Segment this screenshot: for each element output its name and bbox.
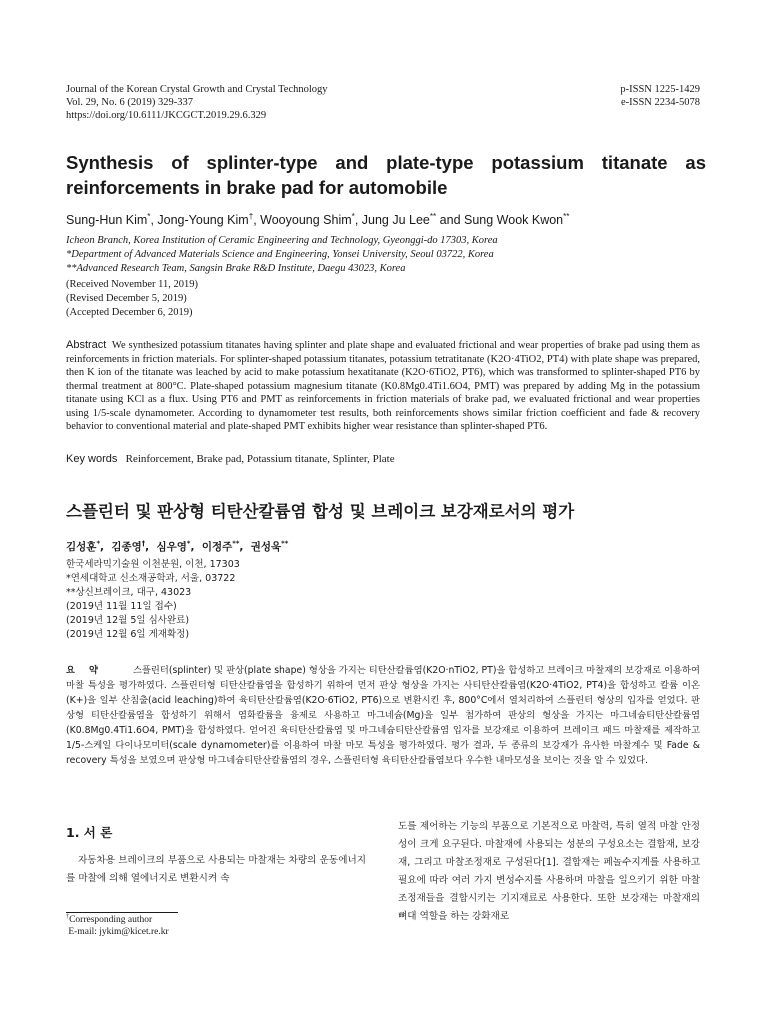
date-received: (Received November 11, 2019) [66,279,198,290]
issn-block [560,83,700,109]
korean-summary-label: 요약 [66,665,112,676]
korean-affiliation: **상신브레이크, 대구, 43023 [66,587,192,598]
affiliation: Icheon Branch, Korea Institution of Ceramic Engineering and Technology, Gyeonggi-do 17303, Korea [66,235,498,246]
korean-summary [66,663,700,768]
korean-date-accepted: (2019년 12월 6일 게재확정) [66,629,190,640]
korean-author-mark: ** [281,539,289,548]
affiliation: *Department of Advanced Materials Science and Engineering, Yonsei University, Seoul 03722, Korea [66,249,494,260]
affiliation: **Advanced Research Team, Sangsin Brake R&D Institute, Daegu 43023, Korea [66,263,406,274]
journal-doi[interactable]: https://doi.org/10.6111/JKCGCT.2019.29.6.329 [66,110,267,121]
keywords-label: Key words [66,453,118,465]
korean-affiliations [66,558,466,600]
korean-author-mark: † [141,539,146,548]
footnote-mark: † [66,913,70,920]
korean-date-received: (2019년 11월 11일 접수) [66,601,177,612]
journal-volume: Vol. 29, No. 6 (2019) 329-337 [66,97,193,108]
author-name: Wooyoung Shim [260,213,352,227]
section-heading: 1. 서 론 [66,825,113,840]
korean-author-name: 김성훈 [66,541,97,553]
journal-name: Journal of the Korean Crystal Growth and Crystal Technology [66,84,328,95]
korean-affiliation: 한국세라믹기술원 이천분원, 이천, 17303 [66,559,240,570]
author-mark: * [351,211,355,221]
author-mark: * [147,211,151,221]
author-name: Jong-Young Kim [157,213,249,227]
korean-author-list: 김성훈*, 김종영†, 심우영*, 이정주**, 권성욱** [66,539,289,553]
korean-author-mark: * [96,539,101,548]
author-name: Sung Wook Kwon [464,213,564,227]
author-list: Sung-Hun Kim*, Jong-Young Kim†, Wooyoung Shim*, Jung Ju Lee** and Sung Wook Kwon** [66,211,570,227]
korean-dates [66,600,466,642]
intro-left-column: 자동차용 브레이크의 부품으로 사용되는 마찰재는 차량의 운동에너지를 마찰에 의해 열에너지로 변환시켜 속 [66,855,366,884]
p-issn: p-ISSN 1225-1429 [620,84,700,95]
korean-author-mark: ** [232,539,240,548]
korean-author-mark: * [186,539,191,548]
affiliations [66,234,706,276]
korean-title: 스플린터 및 판상형 티탄산칼륨염 합성 및 브레이크 보강재로서의 평가 [66,502,575,521]
abstract-text: We synthesized potassium titanates having splinter and plate shape and evaluated frictional and wear properties of brake pad using them as reinforcements in friction materials. For splinter-shaped potassium titanates, potassium tetratitanate (K2O·4TiO2, PT4) with plate shape was prepared, then K ion of the titanate was leached by acid to make potassium hexatitanate (K2O·6TiO2, PT6), which was transformed to splinter-shaped PT6 by thermal treatment at 800°C. Plate-shaped potassium magnesium titanate (K0.8Mg0.4Ti1.6O4, PMT) was prepared by adding Mg in the potassium titanate using KCl as a flux. Using PT6 and PMT as reinforcements in friction materials of brake pad, we evaluated frictional and wear properties using 1/5-scale dynamometer. According to dynamometer test results, both reinforcements shows similar friction coefficient and fade & recovery behavior to conventional material and plate-shaped PMT exhibits higher wear resistance than splinter-shaped PT6. [66,340,701,432]
korean-summary-text: 스플린터(splinter) 및 판상(plate shape) 형상을 가지는 티탄산칼륨염(K2O·nTiO2, PT)을 합성하고 브레이크 마찰재의 보강재로 이용하여 마찰 특성을 평가하였다. 스플린터형 티탄산칼륨염을 합성하기 위하여 먼저 판상 형상을 가지는 사티탄산칼륨염(K2O·4TiO2, PT4)을 합성하고 칼륨 이온(K+)을 일부 산침출(acid leaching)하여 육티탄산칼륨염(K2O·6TiO2, PT6)으로 변환시킨 후, 800°C에서 열처리하여 스플린터 형상의 입자를 얻었다. 판상형 티탄산칼륨염을 합성하기 위해서 염화칼륨을 융제로 사용하고 마그네슘(Mg)을 일부 첨가하여 판상의 형상을 가지는 마그네슘티탄산칼륨염(K0.8Mg0.4Ti1.6O4, PMT)을 합성하였다. 얻어진 육티탄산칼륨염 및 마그네슘티탄산칼륨염 입자를 보강재로 이용하여 브레이크 패드 마찰재를 제작하고 1/5-스케일 다이나모미터(scale dynamometer)를 이용하여 마찰 마모 특성을 평가하였다. 평가 결과, 두 종류의 보강재가 유사한 마찰계수 및 Fade & recovery 특성을 보였으며 판상형 마그네슘티탄산칼륨염의 경우, 스플린터형 육티탄산칼륨염보다 우수한 내마모성을 보이는 것을 알 수 있었다. [66,665,700,766]
author-name: Sung-Hun Kim [66,213,148,227]
keywords-text: Reinforcement, Brake pad, Potassium titanate, Splinter, Plate [125,453,395,465]
abstract-label: Abstract [66,339,107,351]
korean-author-name: 심우영 [156,541,187,553]
e-issn: e-ISSN 2234-5078 [620,97,700,108]
author-mark: ** [563,211,570,221]
footnote-rule [66,912,178,913]
abstract [66,339,700,434]
korean-author-name: 이정주 [201,541,233,553]
journal-header [66,83,486,122]
footnote-label: Corresponding author [69,915,153,925]
keywords [66,453,700,465]
korean-date-revised: (2019년 12월 5일 심사완료) [66,615,190,626]
footnote [66,914,366,938]
author-mark: † [248,211,254,221]
intro-right-column: 도를 제어하는 기능의 부품으로 기본적으로 마찰력, 특히 열적 마찰 안정성이 크게 요구된다. 마찰재에 사용되는 성분의 구성요소는 결합재, 보강재, 그리고 마찰조정재로 구성된다[1]. 결합재는 페놀수지계를 사용하고 필요에 따라 여러 가지 변성수지를 사용하며 마찰을 일으키기 위한 마찰조정재들을 결합시키는 기지재료로 사용한다. 또한 보강재는 마찰재의 뼈대 역할을 하는 강화재로 [398,821,700,922]
received-dates [66,278,366,320]
date-accepted: (Accepted December 6, 2019) [66,307,193,318]
author-mark: ** [429,211,437,221]
korean-author-name: 김종영 [111,541,142,553]
korean-affiliation: *연세대학교 신소재공학과, 서울, 03722 [66,573,236,584]
date-revised: (Revised December 5, 2019) [66,293,187,304]
korean-author-name: 권성욱 [250,541,282,553]
footnote-email[interactable]: E-mail: jykim@kicet.re.kr [68,927,169,937]
paper-title: Synthesis of splinter-type and plate-type potassium titanate as reinforcements in brake pad for automobile [66,152,706,198]
author-name: Jung Ju Lee [361,213,430,227]
